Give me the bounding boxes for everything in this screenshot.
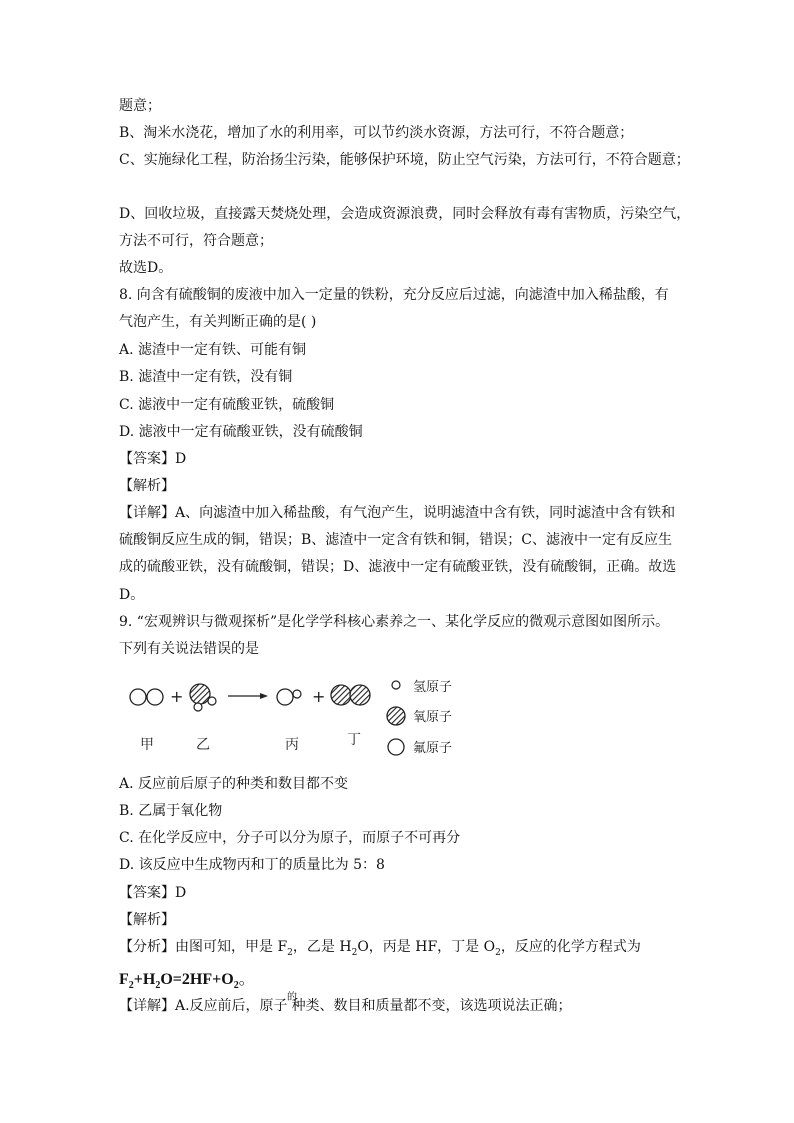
hydrogen-atom-icon xyxy=(392,681,400,689)
molecule-yi xyxy=(190,684,216,711)
label-yi: 乙 xyxy=(196,737,210,753)
detail-text: 【详解】A、向滤渣中加入稀盐酸，有气泡产生，说明滤渣中含有铁，同时滤渣中含有铁和 xyxy=(119,505,676,521)
question-8-stem: 气泡产生，有关判断正确的是( ) xyxy=(119,314,317,330)
detail-text: 成的硫酸亚铁，没有硫酸铜，错误；D、滤液中一定有硫酸亚铁，没有硫酸铜，正确。故选 xyxy=(119,559,677,575)
label-bing: 丙 xyxy=(285,737,299,753)
superscript-de: 的 xyxy=(287,992,297,1003)
legend-fluorine: 氟原子 xyxy=(413,741,453,756)
reaction-diagram xyxy=(120,672,480,767)
text-line: 方法不可行，符合题意； xyxy=(119,233,273,249)
analysis-label: 【解析】 xyxy=(119,478,175,494)
detail-text: 【详解】A.反应前后，原子 种类、数目和质量都不变，该选项说法正确； xyxy=(119,998,572,1014)
answer-label: 【答案】D xyxy=(119,885,187,901)
option-b: B. 乙属于氧化物 xyxy=(119,803,223,819)
option-d: D. 该反应中生成物丙和丁的质量比为 5：8 xyxy=(119,857,385,873)
text-line: C、实施绿化工程，防治扬尘污染，能够保护环境，防止空气污染，方法可行，不符合题意； xyxy=(119,152,690,168)
answer-label: 【答案】D xyxy=(119,451,187,467)
analysis-text: 【分析】由图可知，甲是 $F_2$，乙是 $H_2O$，丙是 HF，丁是 $O_2$，反应的化学方程式为 xyxy=(119,939,641,958)
molecule-jia xyxy=(130,689,163,705)
option-c: C. 在化学反应中，分子可以分为原子，而原子不可再分 xyxy=(119,830,461,846)
fluorine-atom-icon xyxy=(388,739,404,755)
molecule-bing xyxy=(277,689,301,705)
molecule-ding xyxy=(331,685,370,705)
option-a: A. 滤渣中一定有铁、可能有铜 xyxy=(119,342,307,358)
detail-text: 硫酸铜反应生成的铜，错误；B、滤渣中一定含有铁和铜，错误；C、滤液中一定有反应生 xyxy=(119,532,672,548)
question-8-stem: 8. 向含有硫酸铜的废液中加入一定量的铁粉，充分反应后过滤，向滤渣中加入稀盐酸，有 xyxy=(119,287,669,303)
text-line: D、回收垃圾，直接露天焚烧处理，会造成资源浪费，同时会释放有毒有害物质，污染空气， xyxy=(119,206,691,222)
option-b: B. 滤渣中一定有铁，没有铜 xyxy=(119,369,293,385)
option-a: A. 反应前后原子的种类和数目都不变 xyxy=(119,776,349,792)
question-9-stem: 9. “宏观辨识与微观探析”是化学学科核心素养之一、某化学反应的微观示意图如图所示。 xyxy=(119,614,670,630)
text-line: 题意； xyxy=(119,98,161,114)
legend xyxy=(387,680,452,756)
option-d: D. 滤液中一定有硫酸亚铁，没有硫酸铜 xyxy=(119,424,363,440)
oxygen-atom-icon xyxy=(387,707,405,725)
label-ding: 丁 xyxy=(347,732,361,748)
plus-sign: + xyxy=(312,687,326,706)
text-line: B、淘米水浇花，增加了水的利用率，可以节约淡水资源，方法可行，不符合题意； xyxy=(119,125,634,141)
plus-sign: + xyxy=(170,687,184,706)
option-c: C. 滤液中一定有硫酸亚铁，硫酸铜 xyxy=(119,397,335,413)
analysis-label: 【解析】 xyxy=(119,912,175,928)
question-9-stem: 下列有关说法错误的是 xyxy=(119,641,259,657)
label-jia: 甲 xyxy=(140,737,154,753)
detail-text: D。 xyxy=(119,587,145,603)
chemical-equation: $F_2+H_2O=2HF+O_2$。 xyxy=(119,971,255,992)
arrow xyxy=(228,693,268,699)
legend-oxygen: 氧原子 xyxy=(413,710,453,725)
text-line: 故选D。 xyxy=(119,260,173,276)
legend-hydrogen: 氢原子 xyxy=(413,680,453,695)
